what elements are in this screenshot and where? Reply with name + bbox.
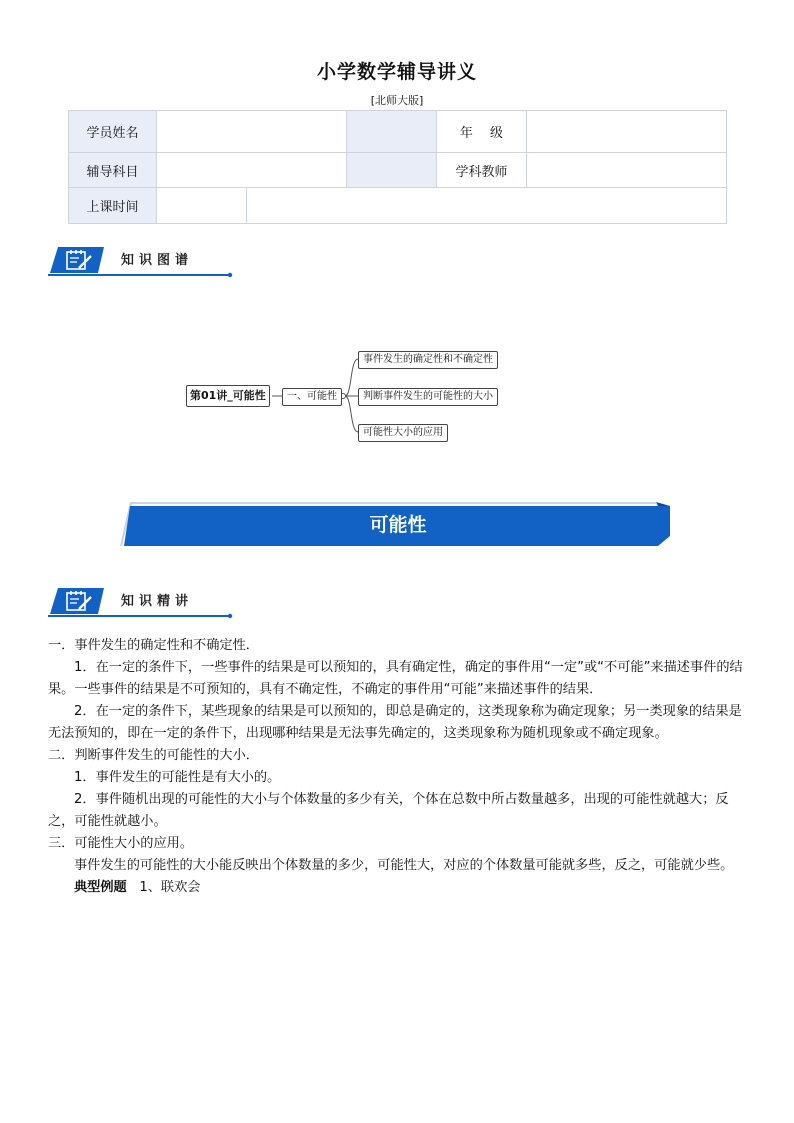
subject-field[interactable] xyxy=(157,153,347,188)
heading-determinism: 一．事件发生的确定性和不确定性． xyxy=(48,638,259,653)
table-shaded-cell xyxy=(347,111,437,153)
example-label: 典型例题 xyxy=(74,880,127,895)
section-banner-knowledge-explanation xyxy=(48,584,233,620)
section-banner-knowledge-map xyxy=(48,243,233,279)
student-info-table xyxy=(68,110,727,224)
paragraph: 2．事件随机出现的可能性的大小与个体数量的多少有关，个体在总数中所占数量越多，出现的可能性就越大；反之，可能性就越小。 xyxy=(48,792,729,829)
mindmap-branch-node: 一、可能性 xyxy=(282,388,342,406)
mindmap-leaf-node: 事件发生的确定性和不确定性 xyxy=(358,351,498,369)
subject-label: 辅导科目 xyxy=(69,153,157,188)
class-time-detail-field[interactable] xyxy=(247,188,727,224)
paragraph: 事件发生的可能性的大小能反映出个体数量的多少，可能性大，对应的个体数量可能就多些，反之，可能就少些。 xyxy=(74,858,734,873)
mindmap-leaf-node: 可能性大小的应用 xyxy=(358,424,448,442)
teacher-field[interactable] xyxy=(527,153,727,188)
heading-application: 三．可能性大小的应用。 xyxy=(48,836,194,851)
paragraph: 1．在一定的条件下，一些事件的结果是可以预知的，具有确定性，确定的事件用“一定”或“不可能”来描述事件的结果。一些事件的结果是不可预知的，具有不确定性，不确定的事件用“可能”来描述事件的结果． xyxy=(48,660,743,697)
example-line xyxy=(48,877,750,899)
edition-label: [北师大版] xyxy=(370,94,424,107)
class-time-field[interactable] xyxy=(157,188,247,224)
section-title-knowledge-explanation: 知识精讲 xyxy=(121,594,194,609)
heading-probability-size: 二．判断事件发生的可能性的大小． xyxy=(48,748,259,763)
example-text: 1、联欢会 xyxy=(139,880,201,895)
table-shaded-cell xyxy=(347,153,437,188)
mindmap-root-node: 第01讲_可能性 xyxy=(186,385,270,407)
mindmap xyxy=(186,345,516,450)
teacher-label: 学科教师 xyxy=(437,153,527,188)
page-title: 小学数学辅导讲义 xyxy=(316,61,477,83)
section-title-knowledge-map: 知识图谱 xyxy=(121,253,194,268)
grade-label: 年 级 xyxy=(437,111,527,153)
topic-ribbon xyxy=(118,500,678,550)
topic-title: 可能性 xyxy=(369,514,427,536)
student-name-field[interactable] xyxy=(157,111,347,153)
class-time-label: 上课时间 xyxy=(69,188,157,224)
student-name-label: 学员姓名 xyxy=(69,111,157,153)
paragraph: 1．事件发生的可能性是有大小的。 xyxy=(74,770,281,785)
grade-field[interactable] xyxy=(527,111,727,153)
mindmap-leaf-node: 判断事件发生的可能性的大小 xyxy=(358,388,498,406)
paragraph: 2．在一定的条件下，某些现象的结果是可以预知的，即总是确定的，这类现象称为确定现象；另一类现象的结果是无法预知的，即在一定的条件下，出现哪种结果是无法事先确定的，这类现象称为随机现象或不确定现象。 xyxy=(48,704,742,741)
lesson-content xyxy=(48,635,750,899)
